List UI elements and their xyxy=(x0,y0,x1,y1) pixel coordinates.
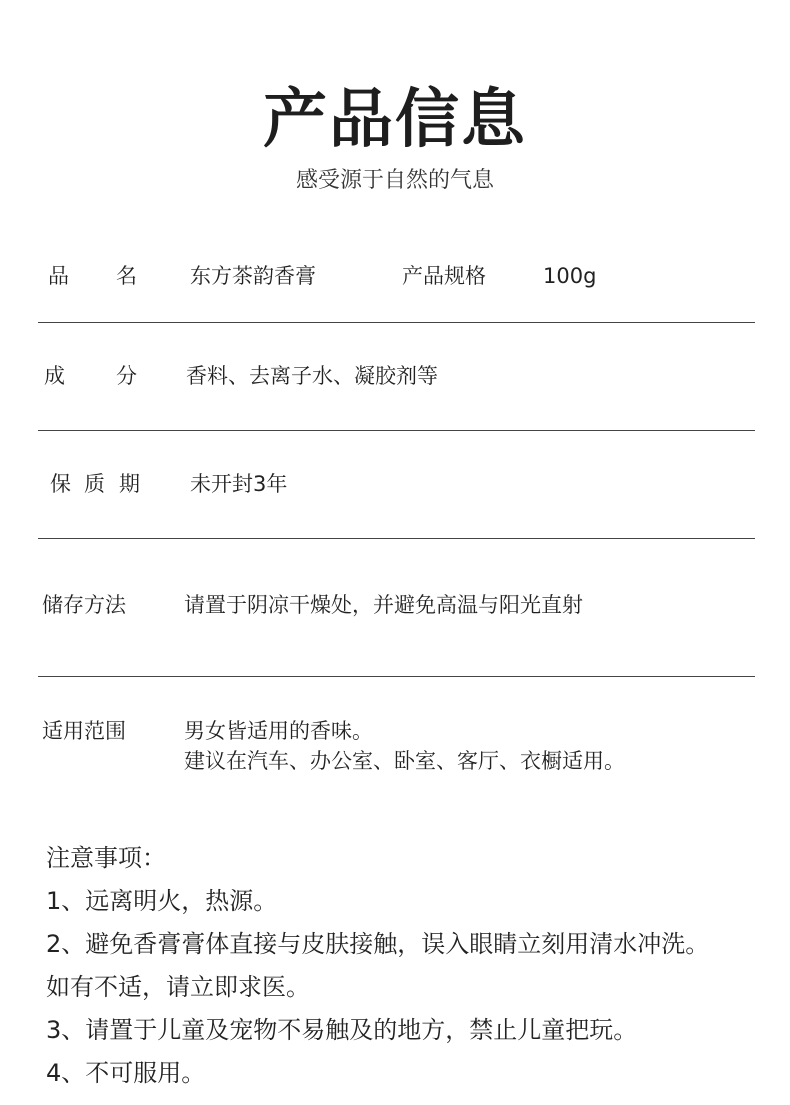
name-label-char-2: 名 xyxy=(116,264,137,288)
note-line: 4、不可服用。 xyxy=(46,1059,206,1087)
shelf-label-char-3: 期 xyxy=(119,472,140,496)
name-label-char-1: 品 xyxy=(48,264,69,288)
note-line: 1、远离明火，热源。 xyxy=(46,887,278,915)
note-line: 3、请置于儿童及宠物不易触及的地方，禁止儿童把玩。 xyxy=(46,1016,638,1044)
name-value: 东方茶韵香膏 xyxy=(190,264,316,288)
scope-label: 适用范围 xyxy=(42,719,126,743)
storage-label: 储存方法 xyxy=(42,593,126,617)
shelf-label-char-2: 质 xyxy=(84,472,105,496)
scope-value-line-1: 男女皆适用的香味。 xyxy=(184,719,373,743)
scope-value-line-2: 建议在汽车、办公室、卧室、客厅、衣橱适用。 xyxy=(184,749,625,773)
spec-label: 产品规格 xyxy=(402,264,486,288)
page-subtitle: 感受源于自然的气息 xyxy=(295,168,494,193)
ingredients-label-char-1: 成 xyxy=(44,364,65,388)
storage-value: 请置于阴凉干燥处，并避免高温与阳光直射 xyxy=(184,593,583,617)
spec-value: 100g xyxy=(543,264,597,288)
notes-heading: 注意事项： xyxy=(46,844,166,872)
ingredients-label-char-2: 分 xyxy=(116,364,137,388)
shelf-label-char-1: 保 xyxy=(50,472,71,496)
ingredients-value: 香料、去离子水、凝胶剂等 xyxy=(186,364,438,388)
divider xyxy=(38,676,755,677)
notes-section xyxy=(46,837,786,1095)
note-line: 2、避免香膏膏体直接与皮肤接触，误入眼睛立刻用清水冲洗。 xyxy=(46,930,710,958)
note-line: 如有不适，请立即求医。 xyxy=(46,973,310,1001)
divider xyxy=(38,430,755,431)
divider xyxy=(38,322,755,323)
page-title: 产品信息 xyxy=(263,82,527,157)
divider xyxy=(38,538,755,539)
shelf-value: 未开封3年 xyxy=(190,472,288,496)
